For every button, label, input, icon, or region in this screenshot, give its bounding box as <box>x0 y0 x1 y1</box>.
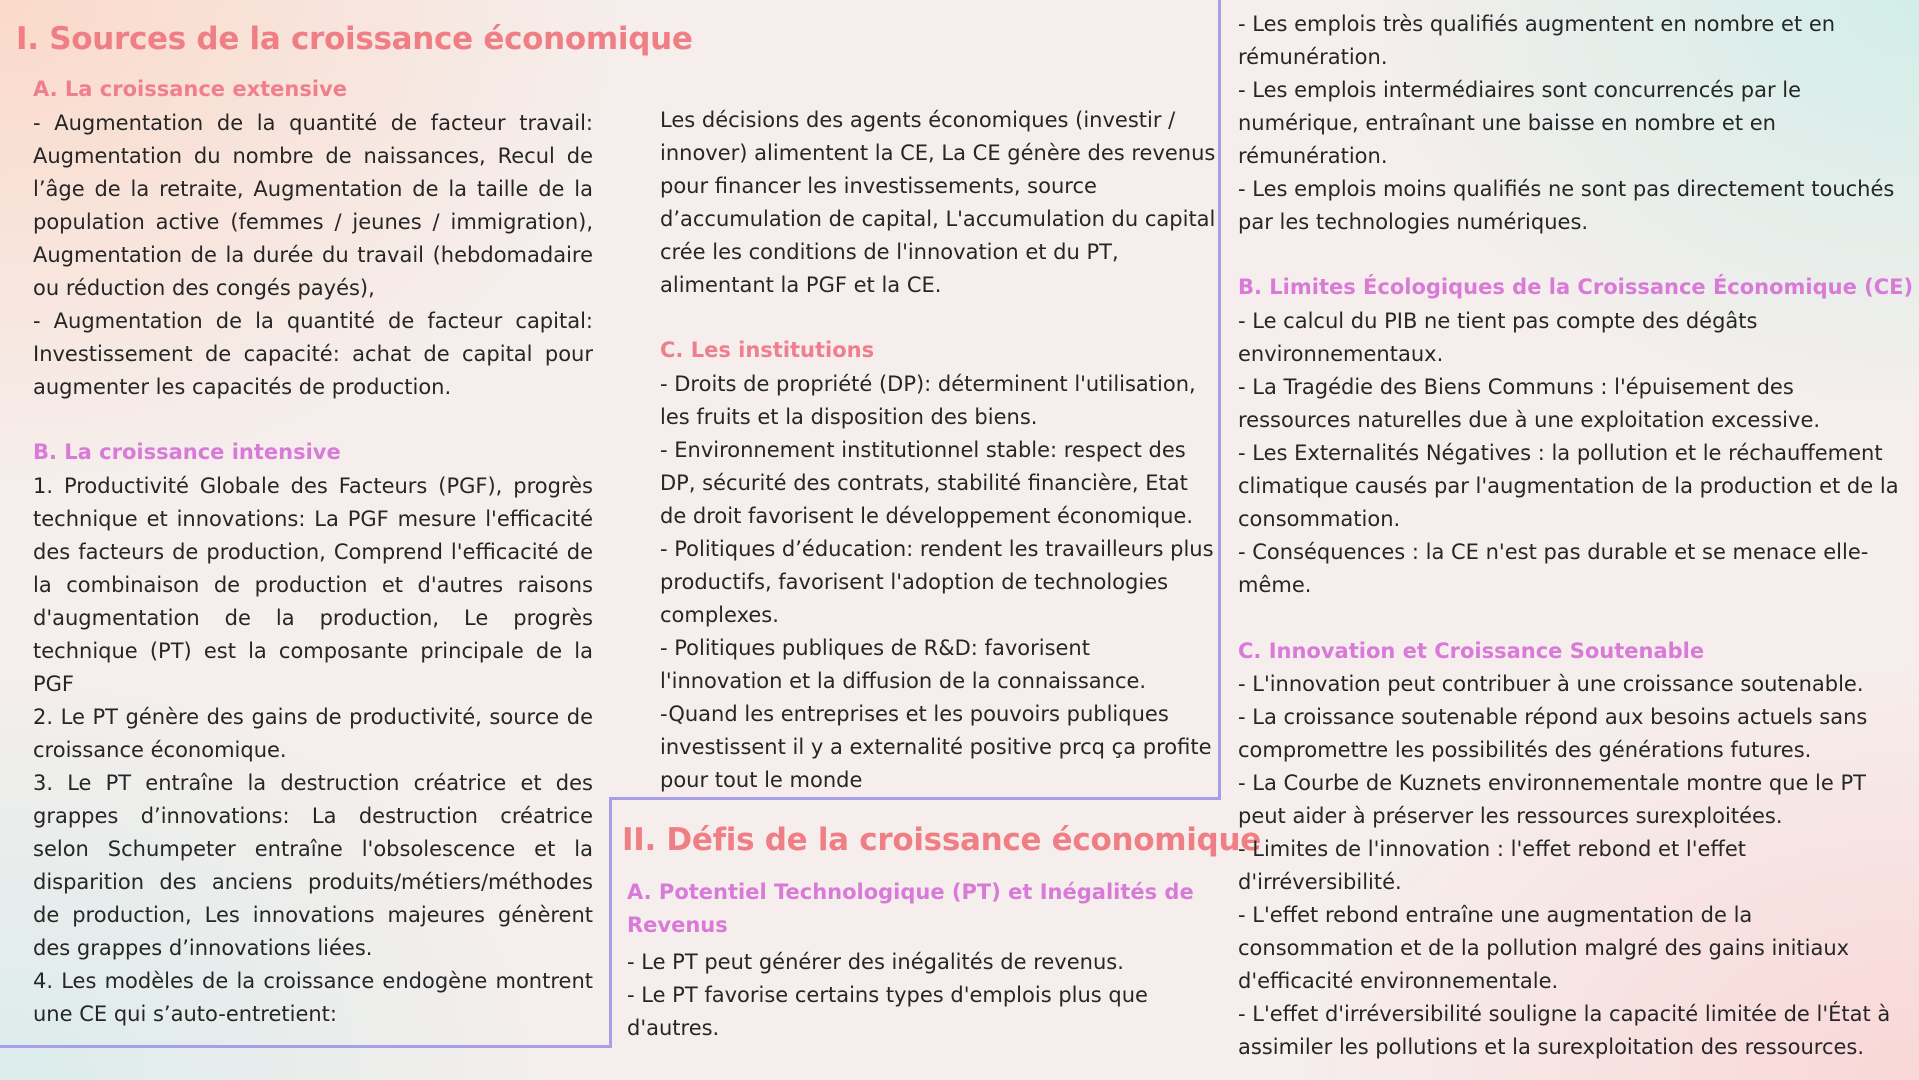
text-line: par les technologies numériques. <box>1238 210 1589 234</box>
text-line: de production, Les innovations majeures génèrent <box>33 903 593 927</box>
text-line: - Environnement institutionnel stable: respect des <box>660 438 1186 462</box>
text-line: d’accumulation de capital, L'accumulation du capital <box>660 207 1216 231</box>
text-line: grappes d’innovations: La destruction créatrice <box>33 804 593 828</box>
text-line: - Augmentation de la quantité de facteur capital: <box>33 309 593 333</box>
text-line: 3. Le PT entraîne la destruction créatrice et des <box>33 771 593 795</box>
text-line: numérique, entraînant une baisse en nombre et en <box>1238 111 1776 135</box>
divider-left-vertical <box>609 798 612 1048</box>
text-line: complexes. <box>660 603 779 627</box>
text-line: consommation. <box>1238 507 1401 531</box>
text-line: - Les emplois intermédiaires sont concurrencés par le <box>1238 78 1802 102</box>
text-line: même. <box>1238 573 1312 597</box>
text-line: - L'effet rebond entraîne une augmentation de la <box>1238 903 1753 927</box>
section2-b-title: B. Limites Écologiques de la Croissance Économique (CE) <box>1238 275 1914 299</box>
text-line: la combinaison de production et d'autres raisons <box>33 573 593 597</box>
divider-mid-vertical <box>1218 0 1221 800</box>
text-line: technique et innovations: La PGF mesure l'efficacité <box>33 507 593 531</box>
text-line: pour tout le monde <box>660 768 863 792</box>
section2-a-title-line: Revenus <box>627 913 728 937</box>
text-line: alimentant la PGF et la CE. <box>660 273 942 297</box>
text-line: productifs, favorisent l'adoption de technologies <box>660 570 1169 594</box>
text-line: 2. Le PT génère des gains de productivité, source de <box>33 705 593 729</box>
divider-mid-horizontal <box>609 797 1221 800</box>
text-line: PGF <box>33 672 75 696</box>
text-line: technique (PT) est la composante principale de la <box>33 639 593 663</box>
text-line: - Limites de l'innovation : l'effet rebond et l'effet <box>1238 837 1747 861</box>
text-line: d'augmentation de la production, Le progrès <box>33 606 593 630</box>
section2-title: II. Défis de la croissance économique <box>622 822 1261 858</box>
text-line: l'innovation et la diffusion de la connaissance. <box>660 669 1147 693</box>
text-line: - L'innovation peut contribuer à une croissance soutenable. <box>1238 672 1864 696</box>
text-line: peut aider à préserver les ressources surexploitées. <box>1238 804 1783 828</box>
text-line: croissance économique. <box>33 738 287 762</box>
text-line: d'efficacité environnementale. <box>1238 969 1559 993</box>
section2-a-title-line: A. Potentiel Technologique (PT) et Inégalités de <box>627 880 1194 904</box>
section2-c-title: C. Innovation et Croissance Soutenable <box>1238 639 1705 663</box>
text-line: - Augmentation de la quantité de facteur travail: <box>33 111 593 135</box>
text-line: environnementaux. <box>1238 342 1444 366</box>
text-line: consommation et de la pollution malgré des gains initiaux <box>1238 936 1850 960</box>
text-line: des grappes d’innovations liées. <box>33 936 373 960</box>
text-line: les fruits et la disposition des biens. <box>660 405 1038 429</box>
text-line: - Conséquences : la CE n'est pas durable et se menace elle- <box>1238 540 1869 564</box>
text-line: - Le PT favorise certains types d'emplois plus que <box>627 983 1148 1007</box>
text-line: Les décisions des agents économiques (investir / <box>660 108 1176 132</box>
text-line: assimiler les pollutions et la surexploitation des ressources. <box>1238 1035 1865 1059</box>
text-line: - Le calcul du PIB ne tient pas compte des dégâts <box>1238 309 1758 333</box>
text-line: disparition des anciens produits/métiers/méthodes <box>33 870 593 894</box>
text-line: - Politiques d’éducation: rendent les travailleurs plus <box>660 537 1214 561</box>
text-line: rémunération. <box>1238 45 1388 69</box>
text-line: une CE qui s’auto-entretient: <box>33 1002 337 1026</box>
text-line: Investissement de capacité: achat de capital pour <box>33 342 593 366</box>
text-line: ou réduction des congés payés), <box>33 276 375 300</box>
text-line: 1. Productivité Globale des Facteurs (PGF), progrès <box>33 474 593 498</box>
text-line: climatique causés par l'augmentation de la production et de la <box>1238 474 1899 498</box>
text-line: selon Schumpeter entraîne l'obsolescence et la <box>33 837 593 861</box>
text-line: compromettre les possibilités des générations futures. <box>1238 738 1812 762</box>
text-line: ressources naturelles due à une exploitation excessive. <box>1238 408 1821 432</box>
text-line: - La croissance soutenable répond aux besoins actuels sans <box>1238 705 1868 729</box>
text-line: rémunération. <box>1238 144 1388 168</box>
text-line: - Les emplois moins qualifiés ne sont pas directement touchés <box>1238 177 1895 201</box>
text-line: pour financer les investissements, source <box>660 174 1097 198</box>
text-line: augmenter les capacités de production. <box>33 375 452 399</box>
text-line: des facteurs de production, Comprend l'efficacité de <box>33 540 593 564</box>
text-line: population active (femmes / jeunes / immigration), <box>33 210 593 234</box>
text-line: innover) alimentent la CE, La CE génère des revenus <box>660 141 1216 165</box>
text-line: investissent il y a externalité positive prcq ça profite <box>660 735 1212 759</box>
text-line: d'autres. <box>627 1016 720 1040</box>
text-line: - Les emplois très qualifiés augmentent en nombre et en <box>1238 12 1836 36</box>
text-line: - Le PT peut générer des inégalités de revenus. <box>627 950 1124 974</box>
text-line: d'irréversibilité. <box>1238 870 1402 894</box>
section1-title: I. Sources de la croissance économique <box>16 21 693 57</box>
section1-b-title: B. La croissance intensive <box>33 440 341 464</box>
text-line: Augmentation de la durée du travail (hebdomadaire <box>33 243 593 267</box>
text-line: - Les Externalités Négatives : la pollution et le réchauffement <box>1238 441 1883 465</box>
text-line: de droit favorisent le développement économique. <box>660 504 1193 528</box>
text-line: - La Courbe de Kuznets environnementale montre que le PT <box>1238 771 1866 795</box>
text-line: DP, sécurité des contrats, stabilité financière, Etat <box>660 471 1188 495</box>
text-line: crée les conditions de l'innovation et du PT, <box>660 240 1119 264</box>
section1-a-title: A. La croissance extensive <box>33 77 347 101</box>
text-line: 4. Les modèles de la croissance endogène montrent <box>33 969 593 993</box>
text-line: -Quand les entreprises et les pouvoirs publiques <box>660 702 1169 726</box>
text-line: Augmentation du nombre de naissances, Recul de <box>33 144 593 168</box>
text-line: l’âge de la retraite, Augmentation de la taille de la <box>33 177 593 201</box>
section1-c-title: C. Les institutions <box>660 338 875 362</box>
text-line: - Droits de propriété (DP): déterminent l'utilisation, <box>660 372 1196 396</box>
text-line: - Politiques publiques de R&D: favorisent <box>660 636 1090 660</box>
text-line: - La Tragédie des Biens Communs : l'épuisement des <box>1238 375 1794 399</box>
divider-left-bottom <box>0 1045 612 1048</box>
text-line: - L'effet d'irréversibilité souligne la capacité limitée de l'État à <box>1238 1002 1891 1026</box>
